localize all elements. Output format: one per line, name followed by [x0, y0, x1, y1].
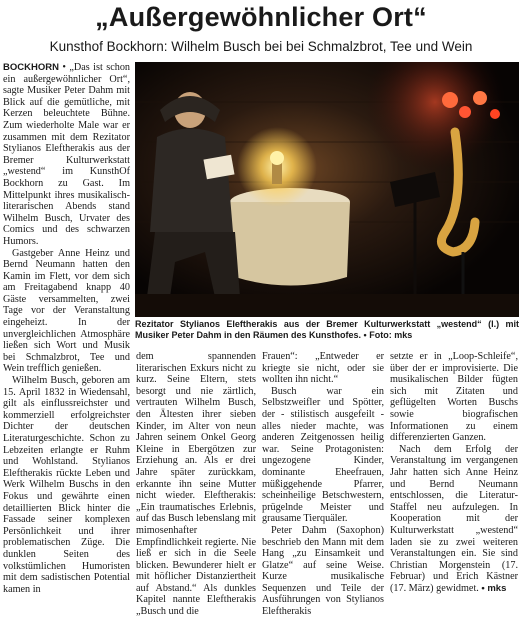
paragraph-hosts: Gastgeber Anne Heinz und Bernd Neumann hatten den Kamin im Flett, vor dem sich am Freitagabend knapp 40 Gäste versammelten, zwei Tage vor der Veranstaltung eingeheizt. In der unvergleichlichen Atmosphäre ließen sich Wort und Musik bei Schmalzbrot, Tee und Wein trefflich genießen. — [3, 247, 130, 375]
paragraph-women: Frauen“: „Entweder er kriegte sie nicht, oder sie wollten ihn nicht.“ — [262, 351, 384, 386]
paragraph-protagonists: Busch war ein Selbstzweifler und Spötter, der - stilistisch ausgefeilt - alles nieder machte, was anderen Zeitgenossen heilig war. Seine Protagonisten: ungezogene Kinder, dominante Eheefrauen, müßiggehende Pfarrer, scheinheilige Betschwestern, prügelnde Meister und grausame Tierquäler. — [262, 385, 384, 525]
article-photo — [135, 62, 519, 317]
stage-photo-illustration — [135, 62, 519, 317]
headline: „Außergewöhnlicher Ort“ — [95, 2, 427, 32]
article-column-3 — [262, 351, 384, 618]
paragraph-biography: Wilhelm Busch, geboren am 15. April 1832 in Wiedensahl, gilt als einflussreichster und kommerziell erfolgreichster Dichter der deutschen Literaturgeschichte. Schon zu Lebzeiten erlangte er Ruhm und Wohlstand. Stylianos Eleftherakis rückte Leben und Werk Wilhelm Buschs in den Fokus und gewährte einen detaillierten Blick hinter die Fassade seiner komplexen Persönlichkeit und ihrer problematischen Züge. Die dunklen Seiten des volkstümlichen Humoristen mit dem sadistischen Potential kamen in — [3, 375, 130, 595]
article-column-2 — [136, 351, 256, 618]
paragraph-saxophone: Peter Dahm (Saxophon) beschrieb den Mann mit dem Hang „zu Einsamkeit und Glatze“ auf seine Weise. Kurze musikalische Sequenzen und Teile der Ausführungen von Stylianos Eleftherakis — [262, 524, 384, 618]
article-column-1 — [3, 62, 130, 595]
photo-caption: Rezitator Stylianos Eleftherakis aus der Bremer Kulturwerkstatt „westend“ (l.) mit Musiker Peter Dahm in den Räumen des Kunsthofes. • Foto: mks — [135, 319, 519, 340]
paragraph-intro: • „Das ist schon ein außergewöhnlicher Ort“, sagte Musiker Peter Dahm mit Blick auf die gemütliche, mit Kerzen beleuchtete Bühne. Zum wiederholte Male war er zusammen mit dem Rezitator Stylianos Eleftherakis aus der Bremer Kulturwerkstatt „westend“ im KunsthOf Bockhorn zu Gast. Im Mittelpunkt ihres musikalisch-literarischen Abends stand Wilhelm Busch, Urvater des Comics und des schwarzen Humors. — [3, 62, 131, 247]
subheadline: Kunsthof Bockhorn: Wilhelm Busch bei bei Schmalzbrot, Tee und Wein — [49, 39, 473, 54]
paragraph-loop: setzte er in „Loop-Schleife“, über der er improvisierte. Die musikalischen Bilder fügten sich mit Zitaten und geflügelten Worten Buschs sowie biografischen Informationen zu einem differenzierten Ganzen. — [390, 351, 518, 444]
paragraph-next-events — [390, 444, 518, 595]
next-events-text: Nach dem Erfolg der Veranstaltung im vergangenen Jahr hatten sich Anne Heinz und Bernd Neumann entschlossen, die Literatur-Staffel neu aufzulegen. In Kooperation mit der Kulturwerkstatt „westend“ laden sie zu zwei weiteren Veranstaltungen ein. Sie sind Christian Morgenstein (17. Februar) und Erich Kästner (17. März) gewidmet. — [390, 443, 518, 594]
dateline: BOCKHORN — [3, 62, 59, 73]
article-column-4 — [390, 351, 518, 594]
byline: • mks — [481, 582, 507, 594]
paragraph-childhood: dem spannenden literarischen Exkurs nicht zu kurz. Seine Eltern, stets besorgt und nie zärtlich, vertrauten Wilhelm Busch, den Ältesten ihrer sieben Kinder, im Alter von neun Jahren seinem Onkel Georg Kleine in Ebergötzen zur Erziehung an. Als er drei Jahre später zurückkam, erkannte ihn seine Mutter nicht wieder. Eleftherakis: „Ein traumatisches Erlebnis, auf das Busch lebenslang mit mimosenhafter Empfindlichkeit regierte. Nie ließ er sich in die Seele blicken. Bewunderer hielt er mit höflicher Distanziertheit auf Abstand.“ Als dunkles Kapitel nannte Eleftherakis „Busch und die — [136, 351, 256, 618]
